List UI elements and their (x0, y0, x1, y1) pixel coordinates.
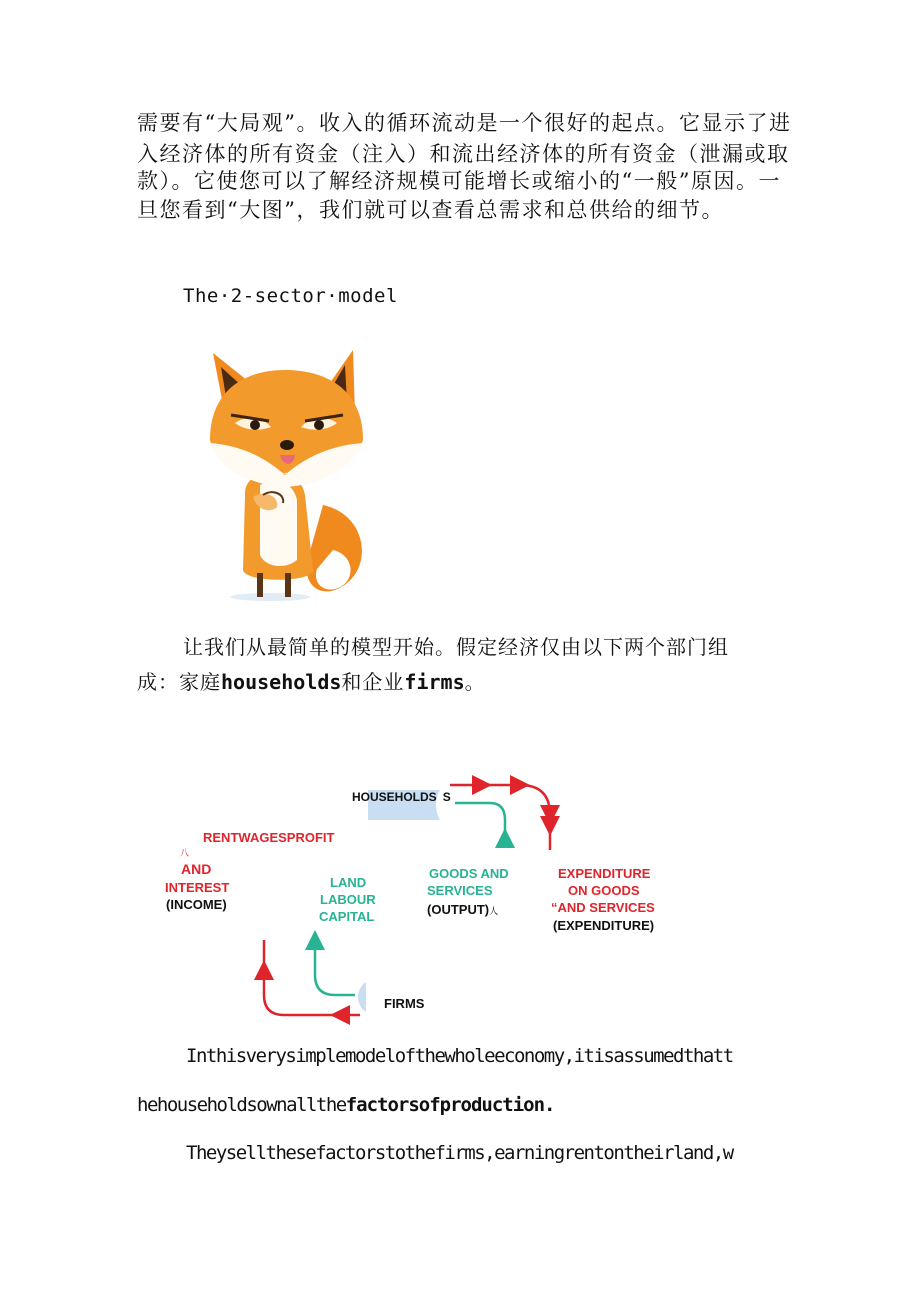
income-label: (INCOME) (166, 897, 227, 912)
goods-mark: 人 (489, 907, 499, 917)
firms-term: firms (404, 670, 465, 694)
factor-land: LAND (330, 875, 367, 890)
sectors-line-1 (137, 630, 777, 665)
sectors-line-2 (137, 665, 777, 700)
households-label-text: HOUSEHOLDS (352, 790, 437, 804)
households-label-tail: S (442, 790, 451, 804)
expenditure-label-1: EXPENDITURE (558, 866, 651, 881)
section-heading: The·2-sector·model (183, 285, 398, 307)
goods-label-1: GOODS AND (429, 866, 509, 881)
fox-illustration (205, 345, 375, 605)
circular-flow-diagram (150, 770, 690, 1030)
intro-line-4: 旦您看到“大图”，我们就可以查看总需求和总供给的细节。 (137, 198, 724, 222)
income-and-label: AND (181, 861, 212, 877)
income-mark: 八 (180, 849, 190, 859)
english-line-1: Inthisverysimplemodelofthewholeeconomy,itisassumedthatt (186, 1045, 733, 1067)
firms-label: FIRMS (384, 996, 425, 1011)
intro-line-2: 入经济体的所有资金（注入）和流出经济体的所有资金（泄漏或取 (137, 142, 790, 166)
english-line-2 (137, 1094, 555, 1116)
expenditure-label: (EXPENDITURE) (553, 918, 655, 933)
factors-flow (315, 940, 355, 995)
factor-capital: CAPITAL (319, 909, 375, 924)
intro-line-1: 需要有“大局观”。收入的循环流动是一个很好的起点。它显示了进 (137, 111, 792, 135)
goods-output-text: (OUTPUT) (427, 902, 490, 917)
goods-output-label (427, 901, 498, 921)
expenditure-label-2: ON GOODS (568, 883, 640, 898)
households-term: households (221, 670, 342, 694)
sectors-line-1-text: 让我们从最简单的模型开始。假定经济仅由以下两个部门组 (183, 635, 729, 659)
households-label (352, 789, 451, 806)
goods-flow (455, 803, 505, 838)
sectors-line-2-a: 成：家庭 (137, 670, 221, 694)
income-top-label: RENTWAGESPROFIT (203, 830, 335, 845)
sectors-line-2-end: 。 (464, 670, 486, 694)
income-flow (264, 940, 360, 1015)
english-line-2-a: hehouseholdsownallthe (137, 1094, 346, 1116)
intro-line-3: 款）。它使您可以了解经济规模可能增长或缩小的“一般”原因。一 (137, 169, 781, 193)
goods-label-2: SERVICES (427, 883, 493, 898)
expenditure-label-3: “AND SERVICES (551, 900, 655, 915)
factors-of-production-term: factorsofproduction. (345, 1094, 555, 1116)
firms-node (358, 982, 366, 1012)
expenditure-flow (450, 785, 550, 850)
sectors-paragraph (137, 630, 777, 700)
factor-labour: LABOUR (320, 892, 376, 907)
english-line-3: Theysellthesefactorstothefirms,earningrentontheirland,w (186, 1142, 733, 1164)
sectors-line-2-b: 和企业 (341, 670, 405, 694)
income-interest-label: INTEREST (165, 880, 230, 895)
